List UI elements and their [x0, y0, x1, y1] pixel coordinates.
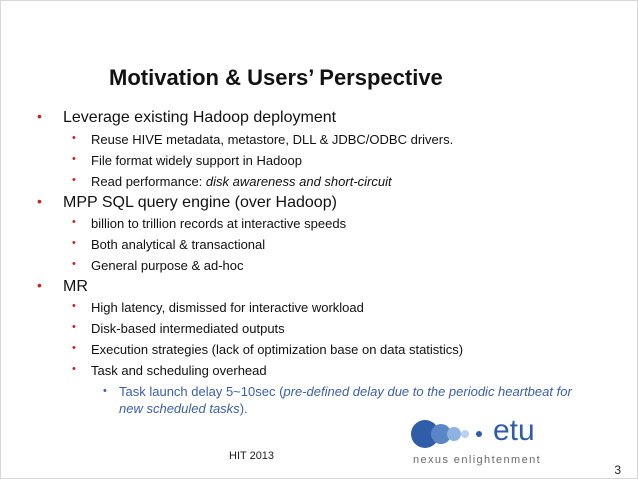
bullet-general-purpose — [72, 258, 244, 273]
bullet-text: MPP SQL query engine (over Hadoop) — [63, 194, 337, 211]
bullet-text: MR — [63, 278, 88, 295]
bullet-text: Task launch delay 5~10sec ( — [119, 384, 284, 399]
logo-tagline: nexus enlightenment — [413, 454, 542, 466]
bullet-text: File format widely support in Hadoop — [91, 153, 302, 168]
bullet-text: billion to trillion records at interactive speeds — [91, 216, 347, 231]
bullet-disk-based — [72, 321, 285, 336]
bullet-text-emphasis: disk awareness and short-circuit — [205, 174, 392, 189]
bullet-dot: • — [72, 342, 76, 354]
bullet-text: Read performance: — [91, 174, 206, 189]
page-number: 3 — [614, 463, 621, 477]
bullet-dot: • — [72, 132, 76, 144]
bullet-dot: • — [72, 174, 76, 186]
bullet-read-performance — [72, 174, 392, 189]
bullet-dot: • — [37, 277, 42, 293]
bullet-dot: • — [37, 108, 42, 124]
bullet-billion-records — [72, 216, 347, 231]
bullet-leverage-hadoop — [37, 108, 337, 127]
bullet-dot: • — [103, 385, 107, 397]
bullet-text-suffix: ). — [239, 401, 248, 416]
bullet-execution-strategies — [72, 342, 464, 357]
bullet-text: Disk-based intermediated outputs — [91, 321, 285, 336]
footer-event: HIT 2013 — [229, 450, 275, 462]
bullet-mr — [37, 277, 88, 296]
bullet-text-emphasis-continued: new scheduled tasks — [119, 401, 240, 416]
bullet-reuse-hive — [72, 132, 454, 147]
bullet-dot: • — [72, 216, 76, 228]
bullet-mpp-sql — [37, 193, 337, 212]
bullet-file-format — [72, 153, 302, 168]
bullet-dot: • — [72, 153, 76, 165]
bullet-text: Task and scheduling overhead — [91, 363, 267, 378]
bullet-text: Execution strategies (lack of optimization base on data statistics) — [91, 342, 464, 357]
bullet-text: General purpose & ad-hoc — [91, 258, 244, 273]
slide-title: Motivation & Users’ Perspective — [109, 65, 443, 90]
bullet-dot: • — [72, 258, 76, 270]
bullet-dot: • — [72, 237, 76, 249]
bullet-dot: • — [72, 300, 76, 312]
bullet-high-latency — [72, 300, 364, 315]
bullet-text: Both analytical & transactional — [91, 237, 266, 252]
bullet-task-scheduling — [72, 363, 267, 378]
bullet-text: High latency, dismissed for interactive workload — [91, 300, 364, 315]
bullet-dot: • — [72, 321, 76, 333]
bullet-text-emphasis: pre-defined delay due to the periodic heartbeat for — [283, 384, 572, 399]
bullet-dot: • — [37, 193, 42, 209]
bullet-dot: • — [72, 363, 76, 375]
bullet-analytical-transactional — [72, 237, 266, 252]
bullet-text: Leverage existing Hadoop deployment — [63, 109, 337, 126]
bullet-task-launch-delay — [103, 383, 572, 417]
bullet-text: Reuse HIVE metadata, metastore, DLL & JDBC/ODBC drivers. — [91, 132, 454, 147]
logo-wordmark: etu — [493, 414, 535, 447]
